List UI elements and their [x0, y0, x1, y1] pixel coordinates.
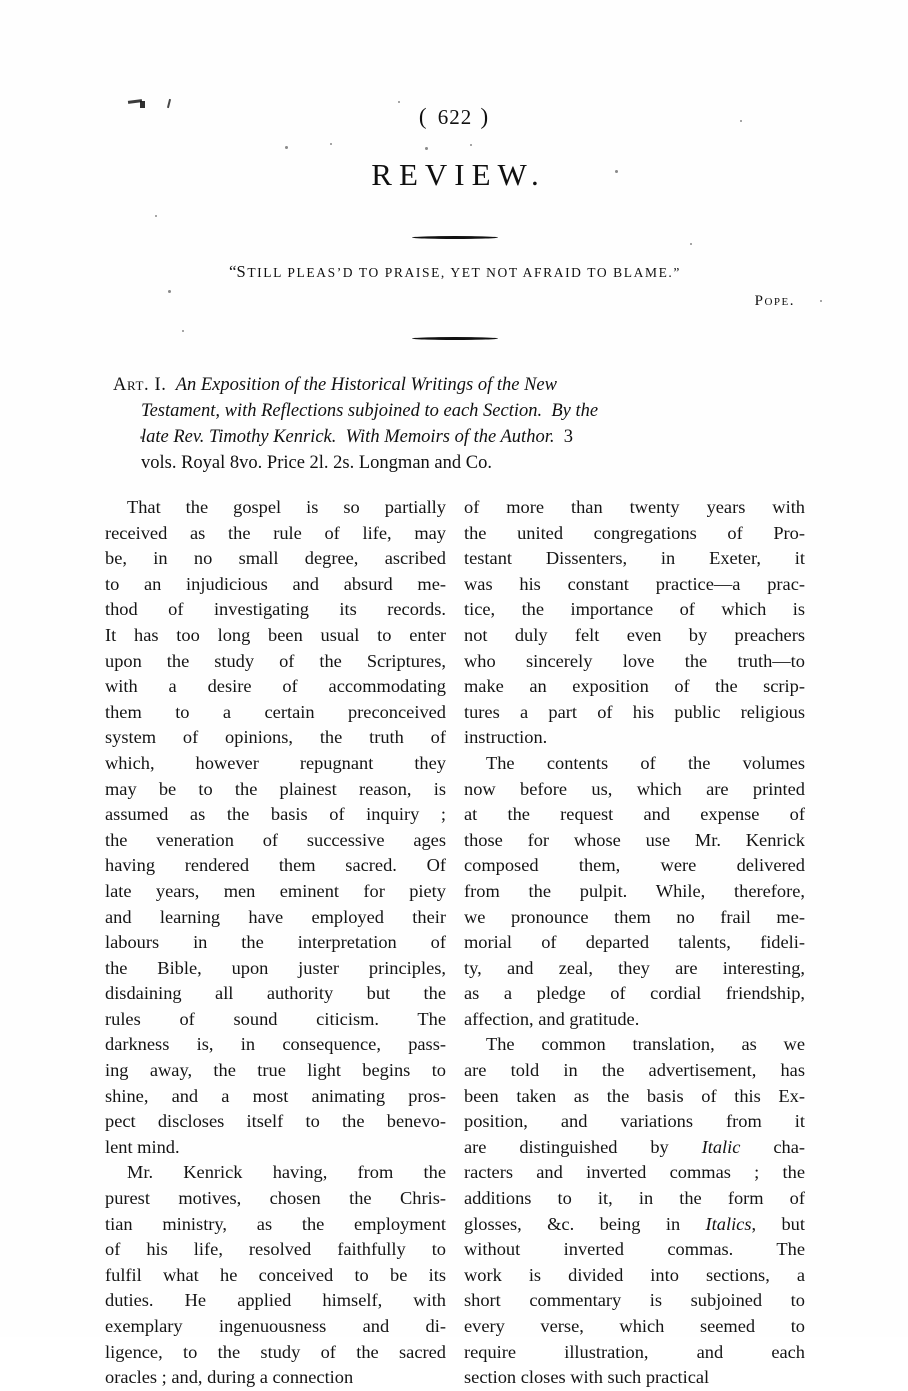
- article-imprint: vols. Royal 8vo. Price 2l. 2s. Longman and Co.: [141, 453, 492, 473]
- text-line: late years, men eminent for piety: [105, 880, 446, 901]
- text-line: was his constant practice—a prac-: [464, 573, 805, 594]
- article-title-line-3-wrap: [113, 424, 805, 450]
- text-line: to an injudicious and absurd me-: [105, 573, 446, 594]
- text-line: are distinguished by Italic cha-: [464, 1136, 805, 1157]
- text-line: of more than twenty years with: [464, 497, 805, 517]
- text-line: are told in the advertisement, has: [464, 1060, 805, 1081]
- paragraph: [105, 495, 446, 1160]
- text-line: the veneration of successive ages: [105, 829, 446, 850]
- folio-number: 622: [437, 105, 473, 129]
- text-line: them to a certain preconceived: [105, 701, 446, 722]
- text-line: thod of investigating its records.: [105, 599, 446, 620]
- folio-open-paren: (: [418, 104, 430, 129]
- text-line: position, and variations from it: [464, 1111, 805, 1132]
- article-title-line-1: An Exposition of the Historical Writings of the New: [175, 375, 557, 395]
- epigraph-lead-letter: S: [236, 262, 248, 281]
- text-line: morial of departed talents, fideli-: [464, 932, 805, 953]
- epigraph-attribution: Pope.: [754, 293, 795, 309]
- text-line: duties. He applied himself, with: [105, 1290, 446, 1311]
- text-line: section closes with such practical: [464, 1367, 710, 1388]
- text-line: pect discloses itself to the benevo-: [105, 1111, 446, 1132]
- text-line: affection, and gratitude.: [464, 1008, 640, 1029]
- article-title-line-2-wrap: [113, 398, 805, 424]
- text-line: make an exposition of the scrip-: [464, 676, 805, 697]
- text-line: It has too long been usual to enter: [105, 624, 446, 645]
- text-line: tice, the importance of which is: [464, 599, 805, 620]
- text-line: oracles ; and, during a connection: [105, 1367, 354, 1388]
- epigraph-text: TILL PLEAS’D TO PRAISE, YET NOT AFRAID TO BLAME.: [247, 265, 674, 280]
- page-content: [105, 0, 805, 1391]
- text-line: the united congregations of Pro-: [464, 522, 805, 543]
- text-line: and learning have employed their: [105, 906, 446, 927]
- epigraph-close-quote: ”: [673, 265, 681, 280]
- text-line: may be to the plainest reason, is: [105, 778, 446, 799]
- text-line: which, however repugnant they: [105, 752, 446, 773]
- text-line: disdaining all authority but the: [105, 983, 446, 1004]
- text-line: labours in the interpretation of: [105, 932, 446, 953]
- text-line: with a desire of accommodating: [105, 676, 446, 697]
- epigraph: [105, 262, 805, 282]
- paragraph: [464, 1032, 805, 1390]
- text-line: purest motives, chosen the Chris-: [105, 1188, 446, 1209]
- text-line: The contents of the volumes: [486, 752, 805, 773]
- text-line: without inverted commas. The: [464, 1239, 805, 1260]
- text-line: composed them, were delivered: [464, 855, 805, 876]
- text-line: That the gospel is so partially: [127, 497, 446, 517]
- paragraph: [464, 495, 805, 751]
- article-title-line-3: late Rev. Timothy Kenrick.: [141, 427, 337, 447]
- text-line: not duly felt even by preachers: [464, 624, 805, 645]
- divider-rule-top: [412, 236, 498, 239]
- body-columns: [105, 495, 805, 1391]
- text-line: ligence, to the study of the sacred: [105, 1341, 446, 1362]
- divider-rule-bottom: [412, 337, 498, 340]
- text-line: work is divided into sections, a: [464, 1264, 805, 1285]
- text-line: testant Dissenters, in Exeter, it: [464, 548, 805, 569]
- italic-word: Italic: [701, 1136, 741, 1157]
- article-volume-count: 3: [563, 427, 573, 447]
- paragraph: [105, 1160, 446, 1390]
- text-line: ing away, the true light begins to: [105, 1060, 446, 1081]
- text-line: those for whose use Mr. Kenrick: [464, 829, 805, 850]
- text-line: at the request and expense of: [464, 804, 805, 825]
- epigraph-open-quote: “: [229, 262, 237, 281]
- text-line: every verse, which seemed to: [464, 1316, 805, 1336]
- text-line: been taken as the basis of this Ex-: [464, 1085, 805, 1106]
- folio-close-paren: ): [480, 104, 492, 129]
- text-line: we pronounce them no frail me-: [464, 906, 805, 927]
- text-line: as a pledge of cordial friendship,: [464, 983, 805, 1004]
- folio-line: [105, 104, 805, 130]
- article-imprint-wrap: [113, 450, 805, 476]
- text-line: ty, and zeal, they are interesting,: [464, 957, 805, 978]
- text-line: additions to it, in the form of: [464, 1188, 805, 1209]
- text-line: tures a part of his public religious: [464, 701, 805, 722]
- page-title: REVIEW.: [371, 157, 546, 192]
- text-line: The common translation, as we: [486, 1034, 805, 1055]
- text-line: assumed as the basis of inquiry ;: [105, 804, 446, 825]
- text-line: lent mind.: [105, 1136, 180, 1157]
- text-line: racters and inverted commas ; the: [464, 1162, 805, 1183]
- text-line: rules of sound citicism. The: [105, 1008, 446, 1029]
- text-line: fulfil what he conceived to be its: [105, 1264, 446, 1285]
- text-line: of his life, resolved faithfully to: [105, 1239, 446, 1260]
- text-line: shine, and a most animating pros-: [105, 1085, 446, 1106]
- italic-word: Italics: [705, 1213, 752, 1234]
- text-line: who sincerely love the truth—to: [464, 650, 805, 671]
- scan-speckle: [820, 300, 822, 302]
- text-line: glosses, &c. being in Italics, but: [464, 1213, 805, 1234]
- article-title-line-2-tail: By the: [551, 401, 599, 421]
- article-heading: [105, 372, 805, 476]
- text-line: be, in no small degree, ascribed: [105, 548, 446, 569]
- text-line: Mr. Kenrick having, from the: [127, 1162, 446, 1183]
- text-line: the Bible, upon juster principles,: [105, 957, 446, 978]
- text-line: now before us, which are printed: [464, 778, 805, 799]
- column-left: [105, 495, 446, 1391]
- text-line: from the pulpit. While, therefore,: [464, 880, 805, 901]
- text-line: upon the study of the Scriptures,: [105, 650, 446, 671]
- article-number: Art. I.: [113, 375, 167, 395]
- text-line: having rendered them sacred. Of: [105, 855, 446, 876]
- text-line: system of opinions, the truth of: [105, 727, 446, 748]
- text-line: received as the rule of life, may: [105, 522, 446, 543]
- text-line: exemplary ingenuousness and di-: [105, 1316, 446, 1336]
- text-line: instruction.: [464, 727, 548, 748]
- text-line: darkness is, in consequence, pass-: [105, 1034, 446, 1055]
- column-right: [464, 495, 805, 1391]
- text-line: tian ministry, as the employment: [105, 1213, 446, 1234]
- article-title-line-3-tail: With Memoirs of the Author.: [345, 427, 555, 447]
- text-line: short commentary is subjoined to: [464, 1290, 805, 1311]
- paragraph: [464, 751, 805, 1033]
- text-line: require illustration, and each: [464, 1341, 805, 1362]
- article-title-line-2: Testament, with Reflections subjoined to each Section.: [141, 401, 543, 421]
